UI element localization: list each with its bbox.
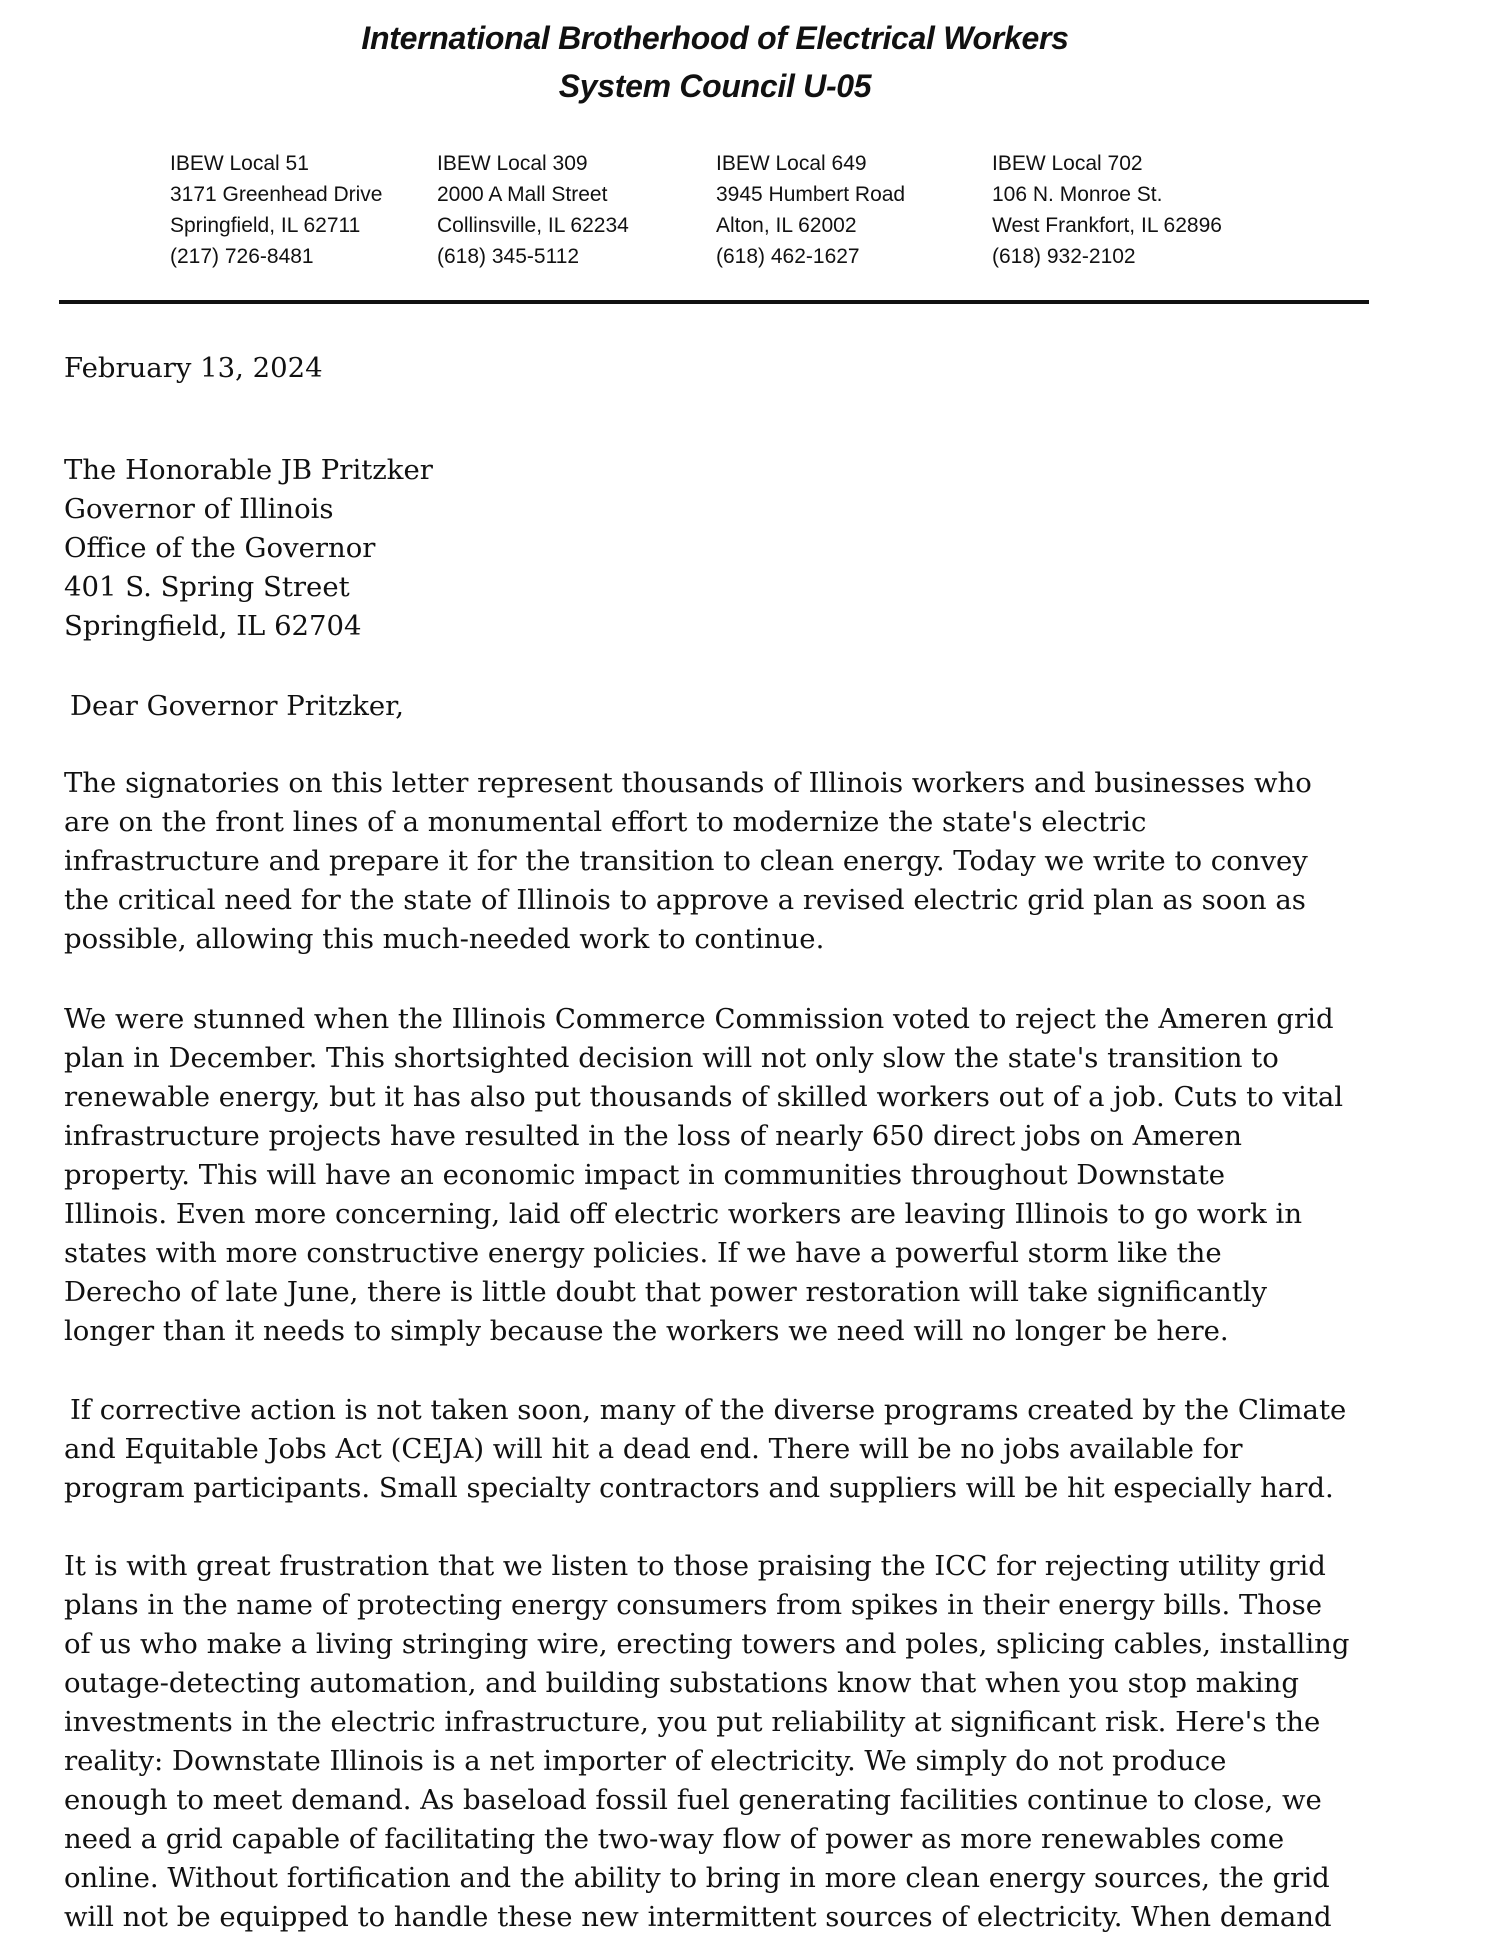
local-street: 3945 Humbert Road bbox=[716, 183, 906, 206]
local-city: Alton, IL 62002 bbox=[716, 214, 857, 237]
local-name: IBEW Local 309 bbox=[437, 152, 588, 175]
paragraph-line: If corrective action is not taken soon, many of the diverse programs created by the Climate bbox=[70, 1394, 1347, 1426]
paragraph-line: and Equitable Jobs Act (CEJA) will hit a dead end. There will be no jobs available for bbox=[64, 1433, 1243, 1465]
local-address-block bbox=[170, 148, 382, 272]
recipient-line: The Honorable JB Pritzker bbox=[64, 454, 433, 486]
paragraph-line: the critical need for the state of Illinois to approve a revised electric grid plan as soon as bbox=[64, 884, 1306, 916]
paragraph-line: Illinois. Even more concerning, laid off electric workers are leaving Illinois to go work in bbox=[64, 1198, 1303, 1230]
paragraph-line: enough to meet demand. As baseload fossil fuel generating facilities continue to close, we bbox=[64, 1784, 1322, 1816]
recipient-address bbox=[64, 451, 433, 646]
body-paragraph bbox=[64, 1391, 1347, 1508]
paragraph-line: infrastructure projects have resulted in the loss of nearly 650 direct jobs on Ameren bbox=[64, 1120, 1242, 1152]
local-address-block bbox=[716, 148, 905, 272]
local-phone: (618) 932-2102 bbox=[992, 245, 1136, 268]
paragraph-line: investments in the electric infrastructure, you put reliability at significant risk. Here's the bbox=[64, 1706, 1321, 1738]
paragraph-line: online. Without fortification and the ability to bring in more clean energy sources, the grid bbox=[64, 1862, 1330, 1894]
local-name: IBEW Local 702 bbox=[992, 152, 1143, 175]
salutation: Dear Governor Pritzker, bbox=[70, 690, 405, 722]
local-name: IBEW Local 649 bbox=[716, 152, 867, 175]
local-address-block bbox=[437, 148, 629, 272]
paragraph-line: plan in December. This shortsighted decision will not only slow the state's transition to bbox=[64, 1042, 1279, 1074]
organization-title: International Brotherhood of Electrical Workers bbox=[361, 20, 1069, 56]
council-title: System Council U-05 bbox=[558, 68, 872, 104]
paragraph-line: We were stunned when the Illinois Commerce Commission voted to reject the Ameren grid bbox=[64, 1003, 1334, 1035]
local-street: 106 N. Monroe St. bbox=[992, 183, 1163, 206]
local-phone: (618) 345-5112 bbox=[437, 245, 580, 268]
paragraph-line: reality: Downstate Illinois is a net importer of electricity. We simply do not produce bbox=[64, 1745, 1227, 1777]
local-name: IBEW Local 51 bbox=[170, 152, 309, 175]
local-city: West Frankfort, IL 62896 bbox=[992, 214, 1222, 237]
local-city: Collinsville, IL 62234 bbox=[437, 214, 629, 237]
recipient-line: Governor of Illinois bbox=[64, 493, 334, 525]
paragraph-line: program participants. Small specialty contractors and suppliers will be hit especially hard. bbox=[64, 1472, 1334, 1504]
paragraph-line: outage-detecting automation, and building substations know that when you stop making bbox=[64, 1667, 1299, 1699]
body-paragraph bbox=[64, 1000, 1343, 1351]
paragraph-line: It is with great frustration that we listen to those praising the ICC for rejecting utility grid bbox=[64, 1550, 1326, 1582]
paragraph-line: longer than it needs to simply because the workers we need will no longer be here. bbox=[64, 1315, 1229, 1347]
recipient-line: Springfield, IL 62704 bbox=[64, 610, 362, 642]
paragraph-line: of us who make a living stringing wire, erecting towers and poles, splicing cables, installing bbox=[64, 1628, 1350, 1660]
recipient-line: 401 S. Spring Street bbox=[64, 571, 350, 603]
paragraph-line: property. This will have an economic impact in communities throughout Downstate bbox=[64, 1159, 1226, 1191]
paragraph-line: will not be equipped to handle these new intermittent sources of electricity. When demand bbox=[64, 1901, 1332, 1933]
header-divider bbox=[59, 300, 1369, 304]
paragraph-line: Derecho of late June, there is little doubt that power restoration will take significantly bbox=[64, 1276, 1268, 1308]
paragraph-line: need a grid capable of facilitating the two-way flow of power as more renewables come bbox=[64, 1823, 1285, 1855]
paragraph-line: The signatories on this letter represent thousands of Illinois workers and businesses who bbox=[64, 767, 1312, 799]
paragraph-line: possible, allowing this much-needed work to continue. bbox=[64, 923, 825, 955]
paragraph-line: are on the front lines of a monumental effort to modernize the state's electric bbox=[64, 806, 1147, 838]
paragraph-line: renewable energy, but it has also put thousands of skilled workers out of a job. Cuts to vital bbox=[64, 1081, 1344, 1113]
paragraph-line: states with more constructive energy policies. If we have a powerful storm like the bbox=[64, 1237, 1222, 1269]
recipient-line: Office of the Governor bbox=[64, 532, 376, 564]
local-street: 2000 A Mall Street bbox=[437, 183, 608, 206]
body-paragraph bbox=[64, 764, 1312, 959]
body-paragraph bbox=[64, 1547, 1349, 1937]
local-city: Springfield, IL 62711 bbox=[170, 214, 361, 237]
local-phone: (618) 462-1627 bbox=[716, 245, 860, 268]
paragraph-line: plans in the name of protecting energy consumers from spikes in their energy bills. Those bbox=[64, 1589, 1322, 1621]
local-phone: (217) 726-8481 bbox=[170, 245, 314, 268]
letter-date: February 13, 2024 bbox=[64, 352, 323, 384]
local-address-block bbox=[992, 148, 1222, 272]
paragraph-line: infrastructure and prepare it for the transition to clean energy. Today we write to convey bbox=[64, 845, 1308, 877]
local-street: 3171 Greenhead Drive bbox=[170, 183, 383, 206]
